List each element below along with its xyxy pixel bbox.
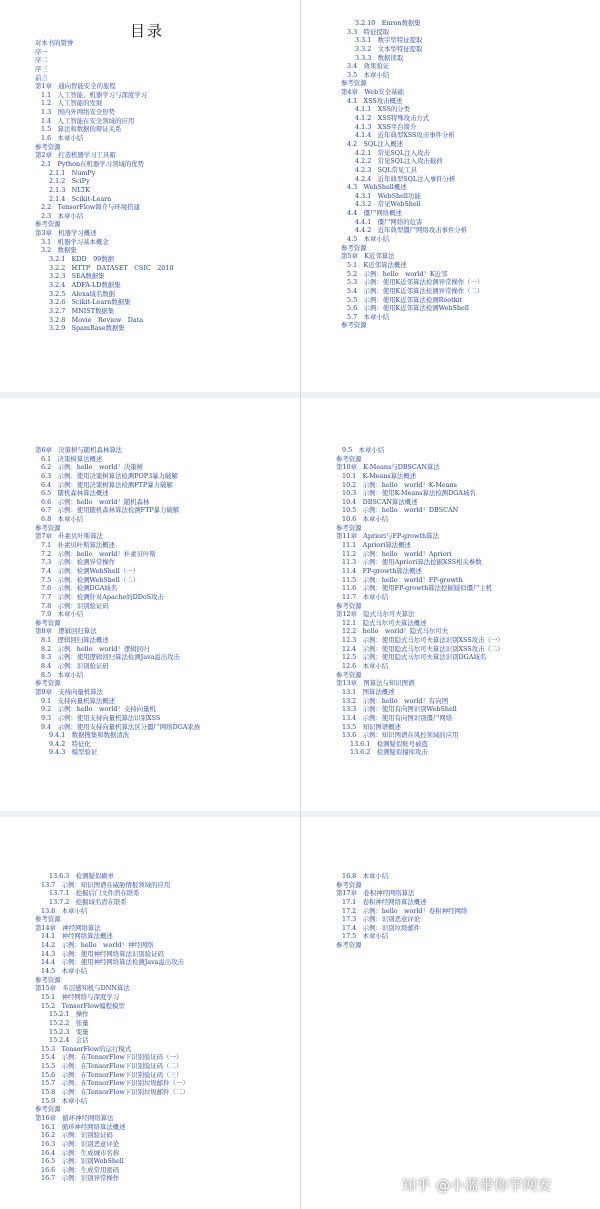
toc-chapter-link[interactable]: 参考资源 xyxy=(341,321,367,330)
toc-section-link[interactable]: 4.4 僵尸网络概述 xyxy=(347,209,402,218)
toc-page-6 xyxy=(301,817,600,1209)
toc-subsection-link[interactable]: 4.1.1 XSS的分类 xyxy=(355,105,411,114)
toc-chapter-link[interactable]: 参考资源 xyxy=(336,941,362,950)
toc-subsection-link[interactable]: 3.2.7 MNIST数据集 xyxy=(49,306,115,315)
toc-chapter-link[interactable]: 第14章 神经网络算法 xyxy=(35,923,101,932)
toc-section-link[interactable]: 8.4 示例：识别验证码 xyxy=(41,662,109,671)
toc-chapter-link[interactable]: 第17章 卷积神经网络算法 xyxy=(336,889,415,898)
toc-section-link[interactable]: 10.1 K-Means算法概述 xyxy=(342,471,417,480)
toc-chapter-link[interactable]: 序一 xyxy=(35,47,48,56)
toc-subsection-link[interactable]: 13.6.1 检测疑似账号被盗 xyxy=(350,739,428,748)
toc-subsection-link[interactable]: 13.7.1 挖掘后门文件潜在联系 xyxy=(49,889,140,898)
toc-column-2 xyxy=(341,19,596,330)
toc-section-link[interactable]: 4.3 WebShell概述 xyxy=(347,183,407,192)
toc-section-link[interactable]: 16.3 示例：识别恶意评论 xyxy=(41,1139,120,1148)
toc-subsection-link[interactable]: 9.4.3 模型验证 xyxy=(49,748,98,757)
toc-section-link[interactable]: 6.3 示例：使用决策树算法检测POP3暴力破解 xyxy=(41,471,178,480)
toc-subsection-link[interactable]: 4.1.3 XSS平台简介 xyxy=(355,122,417,131)
toc-section-link[interactable]: 7.7 示例：检测针对Apache的DDoS攻击 xyxy=(41,592,164,601)
toc-page-3 xyxy=(0,398,299,811)
toc-subsection-link[interactable]: 15.2.2 张量 xyxy=(49,1018,89,1027)
toc-section-link[interactable]: 5.6 示例：使用K近邻算法检测WebShell xyxy=(347,304,469,313)
toc-section-link[interactable]: 8.1 逻辑回归算法概述 xyxy=(41,636,109,645)
toc-section-link[interactable]: 4.1 XSS攻击概述 xyxy=(347,96,403,105)
toc-section-link[interactable]: 11.3 示例：使用Apriori算法挖掘XSS相关参数 xyxy=(342,558,482,567)
toc-chapter-link[interactable]: 第2章 打造机器学习工具箱 xyxy=(35,151,116,160)
toc-section-link[interactable]: 8.5 本章小结 xyxy=(41,670,84,679)
toc-section-link[interactable]: 11.4 FP-growth算法概述 xyxy=(342,566,422,575)
toc-chapter-link[interactable]: 第7章 朴素贝叶斯算法 xyxy=(35,532,103,541)
toc-section-link[interactable]: 16.7 示例：识别异常操作 xyxy=(41,1174,120,1183)
toc-subsection-link[interactable]: 3.3.1 数字型特征提取 xyxy=(355,36,423,45)
toc-subsection-link[interactable]: 3.2.6 Scikit-Learn数据集 xyxy=(49,298,131,307)
toc-section-link[interactable]: 8.3 示例：使用逻辑回归算法检测Java溢出攻击 xyxy=(41,653,180,662)
toc-subsection-link[interactable]: 3.2.5 Alexa域名数据 xyxy=(49,289,116,298)
toc-section-link[interactable]: 1.4 人工智能在安全领域的应用 xyxy=(41,116,135,125)
toc-section-link[interactable]: 6.5 随机森林算法概述 xyxy=(41,489,109,498)
toc-section-link[interactable]: 17.3 示例：识别恶意评论 xyxy=(342,915,421,924)
toc-section-link[interactable]: 3.4 效果验证 xyxy=(347,62,390,71)
toc-section-link[interactable]: 7.3 示例：检测异常操作 xyxy=(41,558,116,567)
toc-section-link[interactable]: 5.5 示例：使用K近邻算法检测Rootkit xyxy=(347,295,463,304)
toc-chapter-link[interactable]: 序二 xyxy=(35,56,48,65)
toc-section-link[interactable]: 17.1 卷积神经网络算法概述 xyxy=(342,897,427,906)
toc-chapter-link[interactable]: 参考资源 xyxy=(35,915,61,924)
toc-section-link[interactable]: 16.5 示例：识别WebShell xyxy=(41,1157,124,1166)
toc-subsection-link[interactable]: 3.2.1 KDD 99数据 xyxy=(49,255,114,264)
toc-section-link[interactable]: 16.2 示例：识别验证码 xyxy=(41,1131,113,1140)
toc-section-link[interactable]: 10.5 示例：hello world！DBSCAN xyxy=(342,506,459,515)
toc-chapter-link[interactable]: 参考资源 xyxy=(336,601,362,610)
toc-section-link[interactable]: 4.2 SQL注入概述 xyxy=(347,139,403,148)
toc-subsection-link[interactable]: 3.2.2 HTTP DATASET CSIC 2010 xyxy=(49,263,174,272)
toc-section-link[interactable]: 17.2 示例：hello world！卷积神经网络 xyxy=(342,906,468,915)
toc-chapter-link[interactable]: 第12章 隐式马尔可夫算法 xyxy=(336,610,415,619)
toc-subsection-link[interactable]: 4.2.1 常见SQL注入攻击 xyxy=(355,148,430,157)
toc-section-link[interactable]: 8.2 示例：hello world！逻辑回归 xyxy=(41,644,150,653)
toc-chapter-link[interactable]: 参考资源 xyxy=(35,1105,61,1114)
toc-section-link[interactable]: 11.5 示例：hello world！FP-growth xyxy=(342,575,463,584)
toc-subsection-link[interactable]: 4.1.2 XSS特殊攻击方式 xyxy=(355,114,430,123)
toc-subsection-link[interactable]: 2.1.4 Scikit-Learn xyxy=(49,194,112,203)
toc-section-link[interactable]: 6.8 本章小结 xyxy=(41,515,84,524)
toc-section-link[interactable]: 3.5 本章小结 xyxy=(347,70,390,79)
toc-section-link[interactable]: 14.4 示例：使用神经网络算法检测Java溢出攻击 xyxy=(41,958,185,967)
toc-section-link[interactable]: 6.4 示例：使用决策树算法检测FTP暴力破解 xyxy=(41,480,173,489)
toc-subsection-link[interactable]: 4.2.2 常见SQL注入攻击载荷 xyxy=(355,157,443,166)
toc-section-link[interactable]: 1.5 算法和数据的辩证关系 xyxy=(41,125,122,134)
toc-column-5 xyxy=(35,872,295,1183)
toc-section-link[interactable]: 12.1 隐式马尔可夫算法概述 xyxy=(342,618,427,627)
toc-chapter-link[interactable]: 序三 xyxy=(35,64,48,73)
toc-subsection-link[interactable]: 9.4.2 特征化 xyxy=(49,739,91,748)
toc-subsection-link[interactable]: 3.2.3 SEA数据集 xyxy=(49,272,105,281)
toc-section-link[interactable]: 11.7 本章小结 xyxy=(342,592,389,601)
toc-chapter-link[interactable]: 第15章 多层感知机与DNN算法 xyxy=(35,984,130,993)
toc-section-link[interactable]: 11.6 示例：使用FP-growth算法挖掘疑似僵尸主机 xyxy=(342,584,493,593)
toc-section-link[interactable]: 12.5 示例：使用隐式马尔可夫算法识别DGA域名 xyxy=(342,653,487,662)
toc-subsection-link[interactable]: 4.3.2 常见WebShell xyxy=(355,200,421,209)
toc-section-link[interactable]: 6.6 示例：hello world！随机森林 xyxy=(41,497,150,506)
toc-section-link[interactable]: 16.8 本章小结 xyxy=(342,872,389,880)
toc-chapter-link[interactable]: 第9章 支持向量机算法 xyxy=(35,687,103,696)
toc-section-link[interactable]: 15.2 TensorFlow编程模型 xyxy=(41,1001,125,1010)
toc-section-link[interactable]: 4.5 本章小结 xyxy=(347,235,390,244)
toc-chapter-link[interactable]: 第11章 Apriori与FP-growth算法 xyxy=(336,532,439,541)
toc-chapter-link[interactable]: 参考资源 xyxy=(35,523,61,532)
toc-section-link[interactable]: 12.2 hello world！隐式马尔可夫 xyxy=(342,627,449,636)
toc-section-link[interactable]: 7.8 示例：识别验证码 xyxy=(41,601,109,610)
toc-section-link[interactable]: 7.6 示例：检测DGA域名 xyxy=(41,584,118,593)
toc-section-link[interactable]: 7.1 朴素贝叶斯算法概述 xyxy=(41,541,116,550)
toc-section-link[interactable]: 13.4 示例：使用有向图识别僵尸网络 xyxy=(342,713,453,722)
toc-section-link[interactable]: 7.4 示例：检测WebShell（一） xyxy=(41,566,139,575)
toc-section-link[interactable]: 6.1 决策树算法概述 xyxy=(41,454,103,463)
toc-subsection-link[interactable]: 3.2.9 SpamBase数据集 xyxy=(49,324,125,333)
toc-subsection-link[interactable]: 2.1.1 NumPy xyxy=(49,168,96,177)
toc-section-link[interactable]: 1.2 人工智能的发展 xyxy=(41,99,103,108)
toc-section-link[interactable]: 9.2 示例：hello world！支持向量机 xyxy=(41,705,156,714)
toc-subsection-link[interactable]: 3.2.4 ADFA-LD数据集 xyxy=(49,280,121,289)
toc-chapter-link[interactable]: 第5章 K近邻算法 xyxy=(341,252,395,261)
toc-section-link[interactable]: 17.4 示例：识别垃圾邮件 xyxy=(342,923,421,932)
toc-section-link[interactable]: 9.4 示例：使用支持向量机算法区分僵尸网络DGA家族 xyxy=(41,722,201,731)
toc-section-link[interactable]: 15.8 示例：在TensorFlow下识别垃圾邮件（二） xyxy=(41,1088,189,1097)
toc-section-link[interactable]: 10.4 DBSCAN算法概述 xyxy=(342,497,418,506)
toc-title: 目录 xyxy=(130,22,165,40)
toc-section-link[interactable]: 13.5 知识图谱概述 xyxy=(342,722,401,731)
toc-section-link[interactable]: 3.3 特征提取 xyxy=(347,27,390,36)
toc-section-link[interactable]: 14.2 示例：hello world！神经网络 xyxy=(41,941,154,950)
toc-subsection-link[interactable]: 15.2.3 变量 xyxy=(49,1027,89,1036)
toc-section-link[interactable]: 5.3 示例：使用K近邻算法检测异常操作（一） xyxy=(347,278,484,287)
toc-subsection-link[interactable]: 4.1.4 近年典型XSS攻击事件分析 xyxy=(355,131,455,140)
toc-chapter-link[interactable]: 前言 xyxy=(35,73,48,82)
toc-chapter-link[interactable]: 参考资源 xyxy=(336,670,362,679)
toc-section-link[interactable]: 16.6 示例：生成常用密码 xyxy=(41,1165,120,1174)
toc-section-link[interactable]: 5.7 本章小结 xyxy=(347,312,390,321)
toc-chapter-link[interactable]: 第13章 图算法与知识图谱 xyxy=(336,679,415,688)
toc-chapter-link[interactable]: 参考资源 xyxy=(35,975,61,984)
toc-section-link[interactable]: 13.1 图算法概述 xyxy=(342,687,395,696)
toc-section-link[interactable]: 10.3 示例：使用K-Means算法检测DGA域名 xyxy=(342,489,476,498)
toc-column-6 xyxy=(336,872,596,950)
column-divider xyxy=(300,0,301,1209)
watermark-text: 知乎 @小蓝带你学网安 xyxy=(402,1178,552,1194)
toc-page-1 xyxy=(0,0,299,392)
toc-column-4 xyxy=(336,446,598,757)
toc-section-link[interactable]: 5.2 示例：hello world！K近邻 xyxy=(347,269,448,278)
toc-section-link[interactable]: 14.5 本章小结 xyxy=(41,967,88,976)
toc-section-link[interactable]: 14.3 示例：使用神经网络算法识别验证码 xyxy=(41,949,164,958)
toc-column-1 xyxy=(35,39,295,333)
toc-chapter-link[interactable]: 第6章 决策树与随机森林算法 xyxy=(35,446,123,454)
toc-section-link[interactable]: 1.1 人工智能、机器学习与深度学习 xyxy=(41,90,148,99)
toc-subsection-link[interactable]: 4.2.4 近年典型SQL注入事件分析 xyxy=(355,174,456,183)
toc-chapter-link[interactable]: 参考资源 xyxy=(341,79,367,88)
toc-section-link[interactable]: 6.2 示例：hello world！决策树 xyxy=(41,463,144,472)
toc-section-link[interactable]: 15.3 TensorFlow的运行模式 xyxy=(41,1044,132,1053)
toc-subsection-link[interactable]: 3.3.3 数据读取 xyxy=(355,53,404,62)
toc-subsection-link[interactable]: 2.1.3 NLTK xyxy=(49,185,91,194)
toc-subsection-link[interactable]: 13.7.2 挖掘域名潜在联系 xyxy=(49,897,127,906)
toc-chapter-link[interactable]: 第4章 Web安全基础 xyxy=(341,88,404,97)
toc-section-link[interactable]: 12.4 示例：使用隐式马尔可夫算法识别XSS攻击（二） xyxy=(342,644,504,653)
toc-section-link[interactable]: 11.2 示例：hello world！Apriori xyxy=(342,549,452,558)
toc-section-link[interactable]: 15.9 本章小结 xyxy=(41,1096,88,1105)
toc-subsection-link[interactable]: 2.1.2 SciPy xyxy=(49,177,90,186)
toc-page-4 xyxy=(301,398,600,811)
toc-subsection-link[interactable]: 13.6.2 检测疑似撞库攻击 xyxy=(350,748,428,757)
toc-section-link[interactable]: 14.1 神经网络算法概述 xyxy=(41,932,113,941)
toc-section-link[interactable]: 3.2 数据集 xyxy=(41,246,77,255)
toc-subsection-link[interactable]: 3.2.10 Enron数据集 xyxy=(355,19,421,27)
toc-section-link[interactable]: 9.3 示例：使用支持向量机算法识别XSS xyxy=(41,713,161,722)
toc-section-link[interactable]: 7.5 示例：检测WebShell（二） xyxy=(41,575,139,584)
toc-chapter-link[interactable]: 参考资源 xyxy=(336,880,362,889)
toc-section-link[interactable]: 6.7 示例：使用随机森林算法检测FTP暴力破解 xyxy=(41,506,180,515)
toc-subsection-link[interactable]: 4.3.1 WebShell功能 xyxy=(355,191,421,200)
toc-section-link[interactable]: 13.2 示例：hello world！有向图 xyxy=(342,696,449,705)
toc-chapter-link[interactable]: 参考资源 xyxy=(341,243,367,252)
toc-section-link[interactable]: 15.7 示例：在TensorFlow下识别垃圾邮件（一） xyxy=(41,1079,189,1088)
toc-subsection-link[interactable]: 13.6.3 检测疑似刷单 xyxy=(49,872,115,880)
toc-chapter-link[interactable]: 第16章 循环神经网络算法 xyxy=(35,1113,114,1122)
toc-section-link[interactable]: 12.6 本章小结 xyxy=(342,662,389,671)
toc-section-link[interactable]: 9.1 支持向量机算法概述 xyxy=(41,696,116,705)
toc-section-link[interactable]: 2.2 TensorFlow简介与环境搭建 xyxy=(41,203,140,212)
toc-section-link[interactable]: 1.6 本章小结 xyxy=(41,134,84,143)
toc-page-2 xyxy=(301,0,600,392)
toc-section-link[interactable]: 16.1 循环神经网络算法概述 xyxy=(41,1122,126,1131)
toc-subsection-link[interactable]: 9.4.1 数据搜集和数据清洗 xyxy=(49,731,130,740)
toc-chapter-link[interactable]: 第3章 机器学习概述 xyxy=(35,229,97,238)
toc-subsection-link[interactable]: 15.2.1 操作 xyxy=(49,1010,89,1019)
toc-chapter-link[interactable]: 参考资源 xyxy=(35,220,61,229)
toc-section-link[interactable]: 15.6 示例：在TensorFlow下识别验证码（三） xyxy=(41,1070,183,1079)
toc-section-link[interactable]: 13.7 示例：知识图谱在威胁情报领域的应用 xyxy=(41,880,171,889)
toc-chapter-link[interactable]: 第10章 K-Means与DBSCAN算法 xyxy=(336,463,440,472)
toc-chapter-link[interactable]: 参考资源 xyxy=(35,618,61,627)
toc-page-5 xyxy=(0,817,299,1209)
toc-subsection-link[interactable]: 4.2.3 SQL常见工具 xyxy=(355,165,418,174)
toc-section-link[interactable]: 17.5 本章小结 xyxy=(342,932,389,941)
toc-section-link[interactable]: 7.9 本章小结 xyxy=(41,610,84,619)
toc-chapter-link[interactable]: 第1章 通向智能安全的旅程 xyxy=(35,82,116,91)
toc-section-link[interactable]: 2.1 Python在机器学习领域的优势 xyxy=(41,159,145,168)
toc-section-link[interactable]: 1.3 国内外网络安全形势 xyxy=(41,108,116,117)
toc-chapter-link[interactable]: 参考资源 xyxy=(35,142,61,151)
toc-section-link[interactable]: 5.1 K近邻算法概述 xyxy=(347,260,407,269)
toc-section-link[interactable]: 15.1 神经网络与深度学习 xyxy=(41,992,120,1001)
toc-chapter-link[interactable]: 第8章 逻辑回归算法 xyxy=(35,627,97,636)
toc-chapter-link[interactable]: 参考资源 xyxy=(35,679,61,688)
toc-section-link[interactable]: 15.4 示例：在TensorFlow下识别验证码（一） xyxy=(41,1053,183,1062)
toc-subsection-link[interactable]: 3.3.2 文本型特征提取 xyxy=(355,44,423,53)
toc-subsection-link[interactable]: 15.2.4 会话 xyxy=(49,1036,89,1045)
toc-section-link[interactable]: 13.3 示例：使用有向图识别WebShell xyxy=(342,705,457,714)
toc-section-link[interactable]: 10.6 本章小结 xyxy=(342,515,389,524)
toc-chapter-link[interactable]: 对本书的赞誉 xyxy=(35,39,74,47)
toc-chapter-link[interactable]: 参考资源 xyxy=(336,454,362,463)
toc-section-link[interactable]: 13.6 示例：知识图谱在风控领域的应用 xyxy=(342,731,459,740)
toc-section-link[interactable]: 15.5 示例：在TensorFlow下识别验证码（二） xyxy=(41,1062,183,1071)
toc-subsection-link[interactable]: 4.4.1 僵尸网络的危害 xyxy=(355,217,423,226)
toc-chapter-link[interactable]: 参考资源 xyxy=(336,523,362,532)
toc-section-link[interactable]: 5.4 示例：使用K近邻算法检测异常操作（二） xyxy=(347,286,484,295)
toc-subsection-link[interactable]: 4.4.2 近年典型僵尸网络攻击事件分析 xyxy=(355,226,468,235)
toc-section-link[interactable]: 12.3 示例：使用隐式马尔可夫算法识别XSS攻击（一） xyxy=(342,636,504,645)
toc-section-link[interactable]: 16.4 示例：生成城市名称 xyxy=(41,1148,120,1157)
toc-column-3 xyxy=(35,446,295,757)
toc-section-link[interactable]: 9.5 本章小结 xyxy=(342,446,385,454)
toc-section-link[interactable]: 10.2 示例：hello world！K-Means xyxy=(342,480,457,489)
toc-section-link[interactable]: 2.3 本章小结 xyxy=(41,211,84,220)
toc-section-link[interactable]: 11.1 Apriori算法概述 xyxy=(342,541,411,550)
toc-section-link[interactable]: 13.8 本章小结 xyxy=(41,906,88,915)
toc-subsection-link[interactable]: 3.2.8 Movie Review Data xyxy=(49,315,144,324)
toc-section-link[interactable]: 7.2 示例：hello world！朴素贝叶斯 xyxy=(41,549,156,558)
toc-section-link[interactable]: 3.1 机器学习基本概念 xyxy=(41,237,109,246)
